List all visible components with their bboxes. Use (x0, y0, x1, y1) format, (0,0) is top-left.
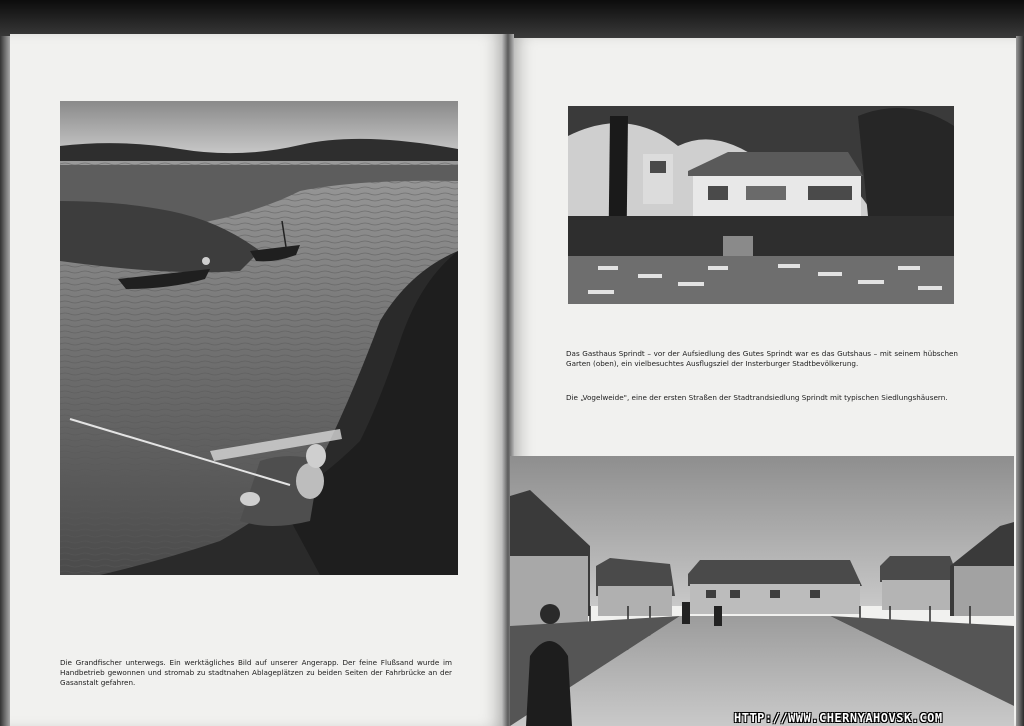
vogelweide-caption: Die „Vogelweide", eine der ersten Straßen der Stadtrandsiedlung Sprindt mit typischen Siedlungshäusern. (566, 393, 948, 402)
gasthaus-sprindt-photo (568, 106, 954, 304)
scanner-shadow (0, 0, 1024, 38)
vogelweide-street-photo (510, 456, 1014, 726)
river-fishermen-photo (60, 101, 458, 575)
watermark-url: HTTP://WWW.CHERNYAHOVSK.COM (734, 711, 943, 725)
gasthaus-caption: Das Gasthaus Sprindt – vor der Aufsiedlung des Gutes Sprindt war es das Gutshaus – mit seinem hübschen Garten (oben), ein vielbesuchtes Ausflugsziel der Insterburger Stadtbevölkerung. (566, 349, 958, 368)
river-caption: Die Grandfischer unterwegs. Ein werktägliches Bild auf unserer Angerapp. Der feine Flußsand wurde im Handbetrieb gewonnen und stromab zu stadtnahen Ablageplätzen zu beiden Seiten der Fahrbrücke an der Gasanstalt gefahren. (60, 658, 452, 687)
book-edge-right (1016, 36, 1024, 726)
